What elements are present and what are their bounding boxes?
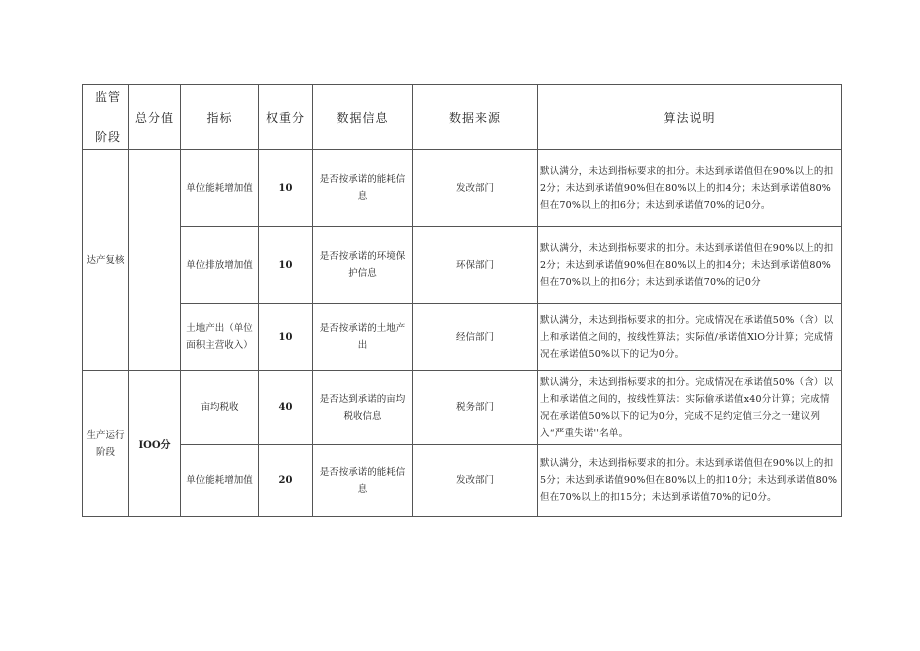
info-cell: 是否达到承诺的亩均 税收信息 [313,371,413,445]
weight-cell: 10 [259,227,313,304]
indicator-cell: 单位能耗增加值 [181,150,259,227]
header-total: 总分值 [129,85,181,150]
indicator-cell: 单位能耗增加值 [181,445,259,517]
source-cell: 发改部门 [413,445,538,517]
indicator-cell: 亩均税收 [181,371,259,445]
supervision-scoring-table [82,84,842,517]
header-stage [83,85,129,150]
header-stage-line1: 监管 [95,90,122,104]
indicator-cell: 单位排放增加值 [181,227,259,304]
source-cell: 经信部门 [413,304,538,371]
weight-cell: 10 [259,150,313,227]
total-value-cell: IOO分 [129,371,181,517]
stage-cell [83,150,129,371]
header-row [83,85,842,150]
source-cell: 发改部门 [413,150,538,227]
total-cell-empty [129,150,181,371]
stage-label: 达产复核 [86,254,125,266]
table-row [83,227,842,304]
source-cell: 环保部门 [413,227,538,304]
info-cell: 是否按承诺的环境保 护信息 [313,227,413,304]
table-row [83,150,842,227]
weight-cell: 10 [259,304,313,371]
indicator-cell: 土地产出（单位 面积主营收入） [181,304,259,371]
algorithm-cell: 默认满分，未达到指标要求的扣分。未达到承诺值但在90%以上的扣2分；未达到承诺值90%但在80%以上的扣4分；未达到承诺值80%但在70%以上的扣6分；未达到承诺值70%的记0分。 [538,150,842,227]
algorithm-cell: 默认满分，未达到指标要求的扣分。未达到承诺值但在90%以上的扣2分；未达到承诺值90%但在80%以上的扣4分；未达到承诺值80%但在70%以上的扣6分；未达到承诺值70%的记0分 [538,227,842,304]
header-data-source: 数据来源 [413,85,538,150]
algorithm-cell: 默认满分，未达到指标要求的扣分。未达到承诺值但在90%以上的扣5分；未达到承诺值90%但在80%以上的扣10分；未达到承诺值80%但在70%以上的扣15分；未达到承诺值70%的记0分。 [538,445,842,517]
header-stage-line2: 阶段 [95,130,122,144]
header-algorithm: 算法说明 [538,85,842,150]
header-data-info: 数据信息 [313,85,413,150]
algorithm-cell: 默认满分，未达到指标要求的扣分。完成情况在承诺值50%（含）以上和承诺值之间的，按线性算法；实际值/承诺值XlO分计算；完成情况在承诺值50%以下的记为0分。 [538,304,842,371]
weight-cell: 40 [259,371,313,445]
table-row [83,304,842,371]
stage-cell: 生产运行 阶段 [83,371,129,517]
table-row [83,445,842,517]
info-cell: 是否按承诺的能耗信 息 [313,445,413,517]
source-cell: 税务部门 [413,371,538,445]
info-cell: 是否按承诺的能耗信 息 [313,150,413,227]
header-indicator: 指标 [181,85,259,150]
weight-cell: 20 [259,445,313,517]
table-row [83,371,842,445]
header-weight: 权重分 [259,85,313,150]
algorithm-cell: 默认满分，未达到指标要求的扣分。完成情况在承诺值50%（含）以上和承诺值之间的，按线性算法：实际偷承诺值x40分计算；完成情况在承诺值50%以下的记为0分，完成不足约定值三分之一建议列入“严重失诺''名单。 [538,371,842,445]
info-cell: 是否按承诺的土地产 出 [313,304,413,371]
